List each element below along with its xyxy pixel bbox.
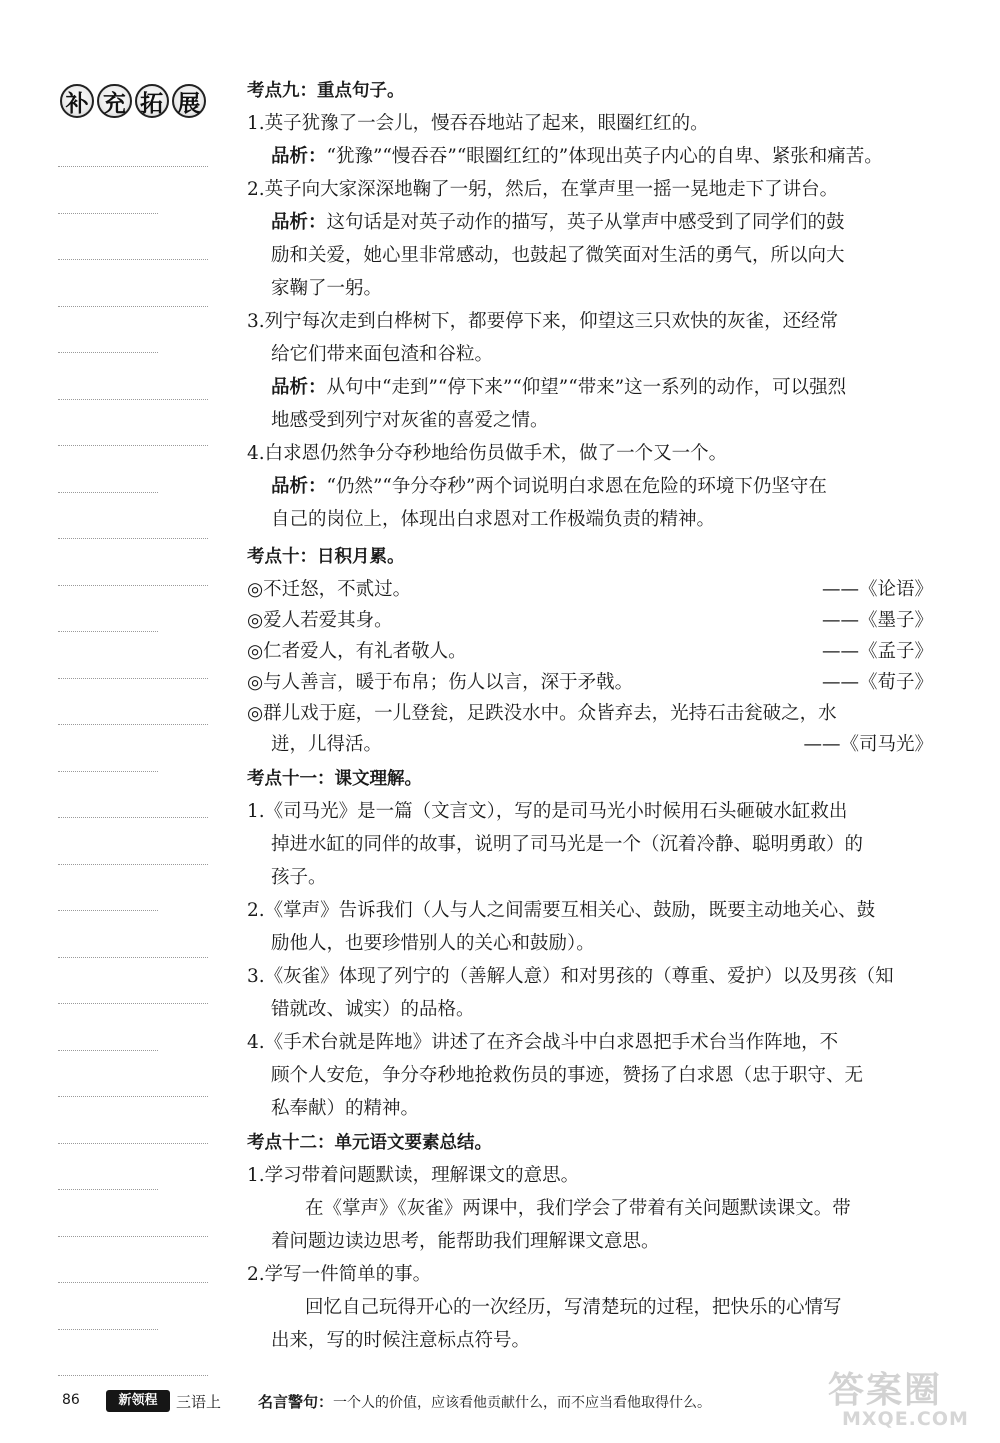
analysis-line	[247, 208, 933, 238]
note-line	[58, 213, 158, 214]
quote-source: ——《荀子》	[821, 672, 933, 693]
note-line	[58, 771, 158, 772]
section-9-title: 考点九：重点句子。	[247, 81, 405, 101]
comprehension-item-cont: 掉进水缸的同伴的故事，说明了司马光是一个（沉着冷静、聪明勇敢）的	[271, 834, 864, 855]
analysis-line	[247, 472, 933, 502]
analysis-label: 品析：	[271, 212, 327, 233]
note-line	[58, 166, 208, 167]
quote-body: 一个人的价值，应该看他贡献什么，而不应当看他取得什么。	[333, 1395, 712, 1411]
page-number: 86	[62, 1392, 80, 1408]
badge-char: 拓	[135, 84, 169, 118]
quote-text: 迸，儿得活。	[271, 734, 383, 755]
quote-text: ◎不迁怒，不贰过。	[247, 579, 412, 600]
note-line	[58, 352, 158, 353]
sentence-item: 3.列宁每次走到白桦树下，都要停下来，仰望这三只欢快的灰雀，还经常	[247, 311, 839, 332]
analysis-text: 这句话是对英子动作的描写，英子从掌声中感受到了同学们的鼓	[326, 212, 845, 233]
note-line	[58, 492, 158, 493]
quote-source: ——《墨子》	[821, 610, 933, 631]
note-line	[58, 1375, 208, 1376]
watermark-url: MXQE.COM	[842, 1408, 969, 1430]
watermark	[828, 1362, 978, 1432]
quote-label: 名言警句：	[258, 1393, 334, 1411]
comprehension-item-cont: 孩子。	[271, 867, 327, 888]
note-line	[58, 1003, 208, 1004]
sentence-item: 2.英子向大家深深地鞠了一躬，然后，在掌声里一摇一晃地走下了讲台。	[247, 179, 839, 200]
note-line	[58, 538, 208, 539]
analysis-line: 励和关爱，她心里非常感动，也鼓起了微笑面对生活的勇气，所以向大	[271, 245, 845, 266]
note-line	[58, 306, 208, 307]
section-10-title: 考点十：日积月累。	[247, 547, 405, 567]
note-line	[58, 1050, 158, 1051]
note-line	[58, 910, 158, 911]
brand-logo: 新领程	[106, 1390, 170, 1412]
analysis-text: “犹豫”“慢吞吞”“眼圈红红的”体现出英子内心的自卑、紧张和痛苦。	[326, 146, 883, 167]
note-line	[58, 585, 208, 586]
comprehension-item-cont: 顾个人安危，争分夺秒地抢救伤员的事迹，赞扬了白求恩（忠于职守、无	[271, 1065, 864, 1086]
quote-text: ◎仁者爱人，有礼者敬人。	[247, 641, 467, 662]
analysis-line	[247, 142, 933, 172]
analysis-line: 家鞠了一躬。	[271, 278, 383, 299]
quote-source: ——《孟子》	[821, 641, 933, 662]
quote-line	[247, 637, 933, 667]
comprehension-item: 2.《掌声》告诉我们（人与人之间需要互相关心、鼓励，既要主动地关心、鼓	[247, 900, 876, 921]
analysis-line: 地感受到列宁对灰雀的喜爱之情。	[271, 410, 549, 431]
page-footer	[62, 1388, 962, 1418]
note-line	[58, 1329, 158, 1330]
quote-text: ◎与人善言，暖于布帛；伤人以言，深于矛戟。	[247, 672, 634, 693]
section-12-title: 考点十二：单元语文要素总结。	[247, 1133, 492, 1153]
sentence-item-cont: 给它们带来面包渣和谷粒。	[271, 344, 494, 365]
note-line	[58, 1236, 208, 1237]
comprehension-item-cont: 私奉献）的精神。	[271, 1098, 420, 1119]
note-line	[58, 1189, 158, 1190]
watermark-logo: 答案圈	[828, 1370, 943, 1411]
quote-line	[247, 730, 933, 760]
note-line	[58, 817, 208, 818]
comprehension-item: 4.《手术台就是阵地》讲述了在齐会战斗中白求恩把手术台当作阵地，不	[247, 1032, 839, 1053]
badge-char: 补	[60, 84, 94, 118]
note-line	[58, 1143, 208, 1144]
note-line	[58, 1282, 208, 1283]
supplement-badge	[60, 84, 206, 118]
summary-paragraph: 回忆自己玩得开心的一次经历，写清楚玩的过程，把快乐的心情写	[305, 1297, 842, 1318]
summary-paragraph: 着问题边读边思考，能帮助我们理解课文意思。	[271, 1231, 660, 1252]
quote-source: ——《论语》	[821, 579, 933, 600]
sidebar-notes	[58, 70, 208, 1350]
analysis-text: 从句中“走到”“停下来”“仰望”“带来”这一系列的动作，可以强烈	[326, 377, 847, 398]
quote-line	[247, 668, 933, 698]
note-line	[58, 957, 208, 958]
note-line	[58, 1096, 208, 1097]
comprehension-item: 3.《灰雀》体现了列宁的（善解人意）和对男孩的（尊重、爱护）以及男孩（知	[247, 966, 894, 987]
summary-item: 1.学习带着问题默读，理解课文的意思。	[247, 1165, 580, 1186]
section-11-title: 考点十一：课文理解。	[247, 769, 422, 789]
note-line	[58, 445, 208, 446]
quote-line	[247, 575, 933, 605]
badge-char: 展	[172, 84, 206, 118]
analysis-label: 品析：	[271, 377, 327, 398]
analysis-line: 自己的岗位上，体现出白求恩对工作极端负责的精神。	[271, 509, 716, 530]
note-line	[58, 678, 208, 679]
quote-text: ◎爱人若爱其身。	[247, 610, 393, 631]
quote-line: ◎群儿戏于庭，一儿登瓮，足跌没水中。众皆弃去，光持石击瓮破之，水	[247, 703, 837, 724]
sentence-item: 1.英子犹豫了一会儿，慢吞吞地站了起来，眼圈红红的。	[247, 113, 709, 134]
analysis-text: “仍然”“争分夺秒”两个词说明白求恩在危险的环境下仍坚守在	[326, 476, 827, 497]
sentence-item: 4.白求恩仍然争分夺秒地给伤员做手术，做了一个又一个。	[247, 443, 728, 464]
analysis-label: 品析：	[271, 146, 327, 167]
famous-quote	[258, 1391, 711, 1412]
comprehension-item-cont: 错就改、诚实）的品格。	[271, 999, 475, 1020]
comprehension-item: 1.《司马光》是一篇（文言文），写的是司马光小时候用石头砸破水缸救出	[247, 801, 848, 822]
comprehension-item-cont: 励他人，也要珍惜别人的关心和鼓励）。	[271, 933, 595, 954]
note-line	[58, 864, 208, 865]
quote-line	[247, 606, 933, 636]
note-line	[58, 259, 208, 260]
quote-source: ——《司马光》	[803, 734, 933, 755]
grade-label: 三语上	[176, 1393, 222, 1411]
badge-char: 充	[97, 84, 131, 118]
summary-paragraph: 在《掌声》《灰雀》两课中，我们学会了带着有关问题默读课文。带	[305, 1198, 851, 1219]
analysis-line	[247, 373, 933, 403]
note-line	[58, 724, 208, 725]
note-line	[58, 631, 158, 632]
summary-item: 2.学写一件简单的事。	[247, 1264, 432, 1285]
summary-paragraph: 出来，写的时候注意标点符号。	[271, 1330, 531, 1351]
analysis-label: 品析：	[271, 476, 327, 497]
note-line	[58, 399, 208, 400]
